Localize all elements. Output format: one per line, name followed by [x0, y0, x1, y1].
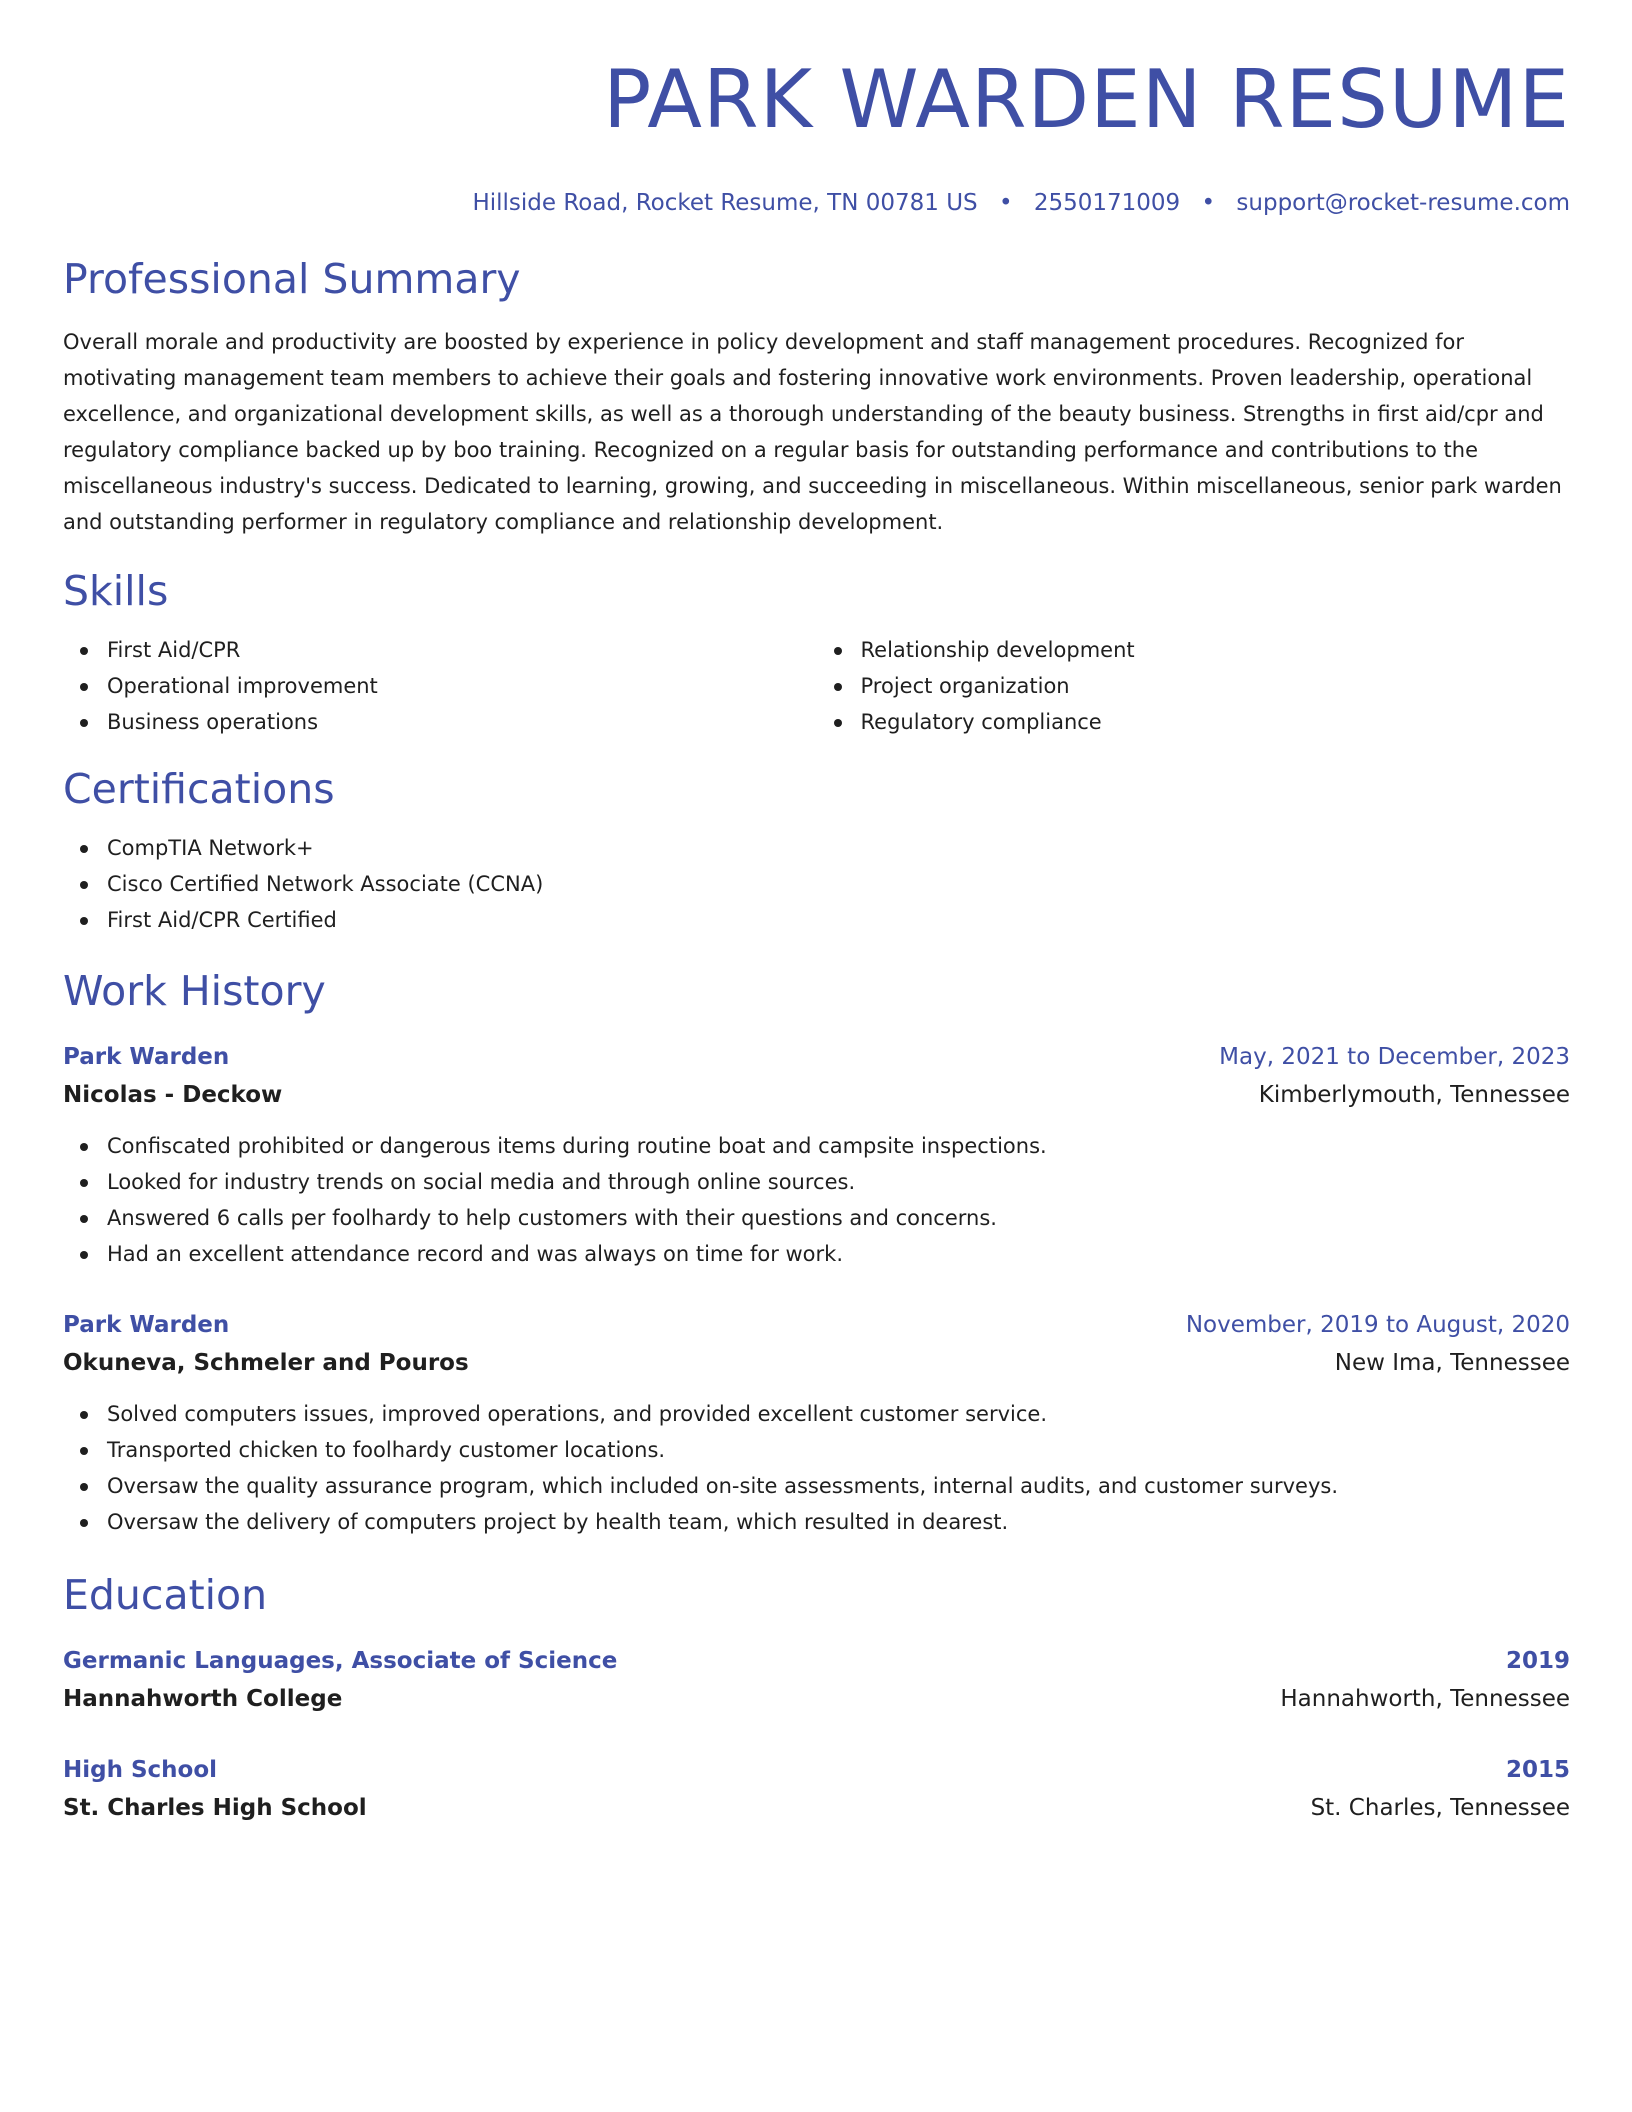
contact-separator: • — [1201, 190, 1216, 216]
section-title-certifications: Certifications — [63, 765, 335, 813]
contact-address: Hillside Road, Rocket Resume, TN 00781 US — [472, 190, 978, 216]
job-company-row — [63, 1076, 1570, 1114]
education-year: 2015 — [1505, 1757, 1570, 1783]
contact-email: support@rocket-resume.com — [1236, 190, 1570, 216]
work-history-section — [63, 966, 1570, 1540]
education-section — [63, 1570, 1570, 1827]
section-title-summary: Professional Summary — [63, 255, 521, 303]
job-bullets — [63, 1396, 1570, 1540]
skill-item: Relationship development — [861, 632, 1571, 668]
skill-item: Operational improvement — [107, 668, 817, 704]
education-school: St. Charles High School — [63, 1795, 367, 1821]
skill-item: Regulatory compliance — [861, 704, 1571, 740]
skill-item: Business operations — [107, 704, 817, 740]
resume-header — [63, 52, 1570, 218]
job-bullet: Oversaw the delivery of computers project by health team, which resulted in dearest. — [107, 1504, 1570, 1540]
job-dates: May, 2021 to December, 2023 — [1219, 1044, 1570, 1070]
skills-grid — [63, 616, 1570, 740]
contact-separator: • — [998, 190, 1013, 216]
education-school-row — [63, 1789, 1570, 1827]
contact-phone: 2550171009 — [1033, 190, 1181, 216]
job-location: Kimberlymouth, Tennessee — [1258, 1082, 1570, 1108]
education-header-row — [63, 1751, 1570, 1789]
job-bullet: Solved computers issues, improved operations, and provided excellent customer service. — [107, 1396, 1570, 1432]
job-company: Okuneva, Schmeler and Pouros — [63, 1350, 469, 1376]
certifications-list — [63, 830, 1570, 938]
skills-list-left — [63, 632, 817, 740]
job-header-row — [63, 1038, 1570, 1076]
education-year: 2019 — [1505, 1648, 1570, 1674]
job-bullet: Answered 6 calls per foolhardy to help customers with their questions and concerns. — [107, 1200, 1570, 1236]
education-location: St. Charles, Tennessee — [1310, 1795, 1570, 1821]
job-bullet: Transported chicken to foolhardy customer locations. — [107, 1432, 1570, 1468]
education-entry — [63, 1642, 1570, 1718]
job-company-row — [63, 1344, 1570, 1382]
education-degree: High School — [63, 1757, 218, 1783]
education-school-row — [63, 1680, 1570, 1718]
job-bullet: Confiscated prohibited or dangerous items during routine boat and campsite inspections. — [107, 1128, 1570, 1164]
summary-text: Overall morale and productivity are boosted by experience in policy development and staff management procedures. Recognized for motivating management team members to achieve their goals and fostering innovative work environments. Proven leadership, operational excellence, and organizational development skills, as well as a thorough understanding of the beauty business. Strengths in first aid/cpr and regulatory compliance backed up by boo training. Recognized on a regular basis for outstanding performance and contributions to the miscellaneous industry's success. Dedicated to learning, growing, and succeeding in miscellaneous. Within miscellaneous, senior park warden and outstanding performer in regulatory compliance and relationship development. — [63, 330, 1562, 534]
job-entry — [63, 1038, 1570, 1272]
certifications-section — [63, 764, 1570, 938]
section-title-work-history: Work History — [63, 967, 326, 1015]
skill-item: First Aid/CPR — [107, 632, 817, 668]
job-location: New Ima, Tennessee — [1334, 1350, 1570, 1376]
certification-item: Cisco Certified Network Associate (CCNA) — [107, 866, 1570, 902]
job-bullet: Looked for industry trends on social media and through online sources. — [107, 1164, 1570, 1200]
section-title-education: Education — [63, 1571, 268, 1619]
job-dates: November, 2019 to August, 2020 — [1185, 1312, 1570, 1338]
resume-name: PARK WARDEN RESUME — [603, 53, 1570, 146]
job-header-row — [63, 1306, 1570, 1344]
education-location: Hannahworth, Tennessee — [1280, 1686, 1570, 1712]
summary-section — [63, 254, 1570, 540]
certification-item: CompTIA Network+ — [107, 830, 1570, 866]
job-company: Nicolas - Deckow — [63, 1082, 283, 1108]
job-bullets — [63, 1128, 1570, 1272]
job-bullet: Oversaw the quality assurance program, which included on-site assessments, internal audits, and customer surveys. — [107, 1468, 1570, 1504]
education-header-row — [63, 1642, 1570, 1680]
job-role: Park Warden — [63, 1044, 230, 1070]
skills-list-right — [817, 632, 1571, 740]
job-bullet: Had an excellent attendance record and was always on time for work. — [107, 1236, 1570, 1272]
education-entry — [63, 1751, 1570, 1827]
education-school: Hannahworth College — [63, 1686, 343, 1712]
section-title-skills: Skills — [63, 567, 169, 615]
certification-item: First Aid/CPR Certified — [107, 902, 1570, 938]
job-role: Park Warden — [63, 1312, 230, 1338]
education-degree: Germanic Languages, Associate of Science — [63, 1648, 618, 1674]
skills-section — [63, 566, 1570, 740]
contact-line — [63, 188, 1570, 218]
skill-item: Project organization — [861, 668, 1571, 704]
job-entry — [63, 1306, 1570, 1540]
